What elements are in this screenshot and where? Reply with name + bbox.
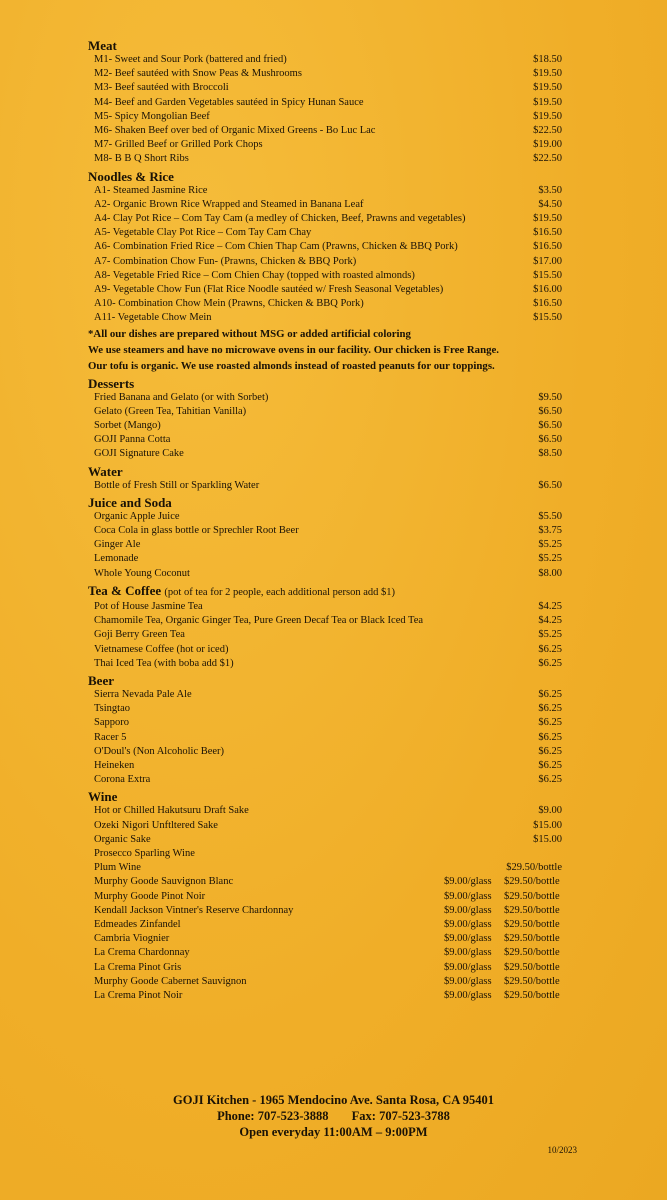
menu-item-name: A10- Combination Chow Mein (Prawns, Chicken & BBQ Pork): [94, 298, 364, 310]
section-title-noodles: Noodles & Rice: [88, 168, 174, 184]
section-juice: [88, 510, 566, 581]
menu-item-price: $5.25: [538, 553, 562, 565]
menu-item-price: $4.25: [538, 615, 562, 627]
menu-item-price: $6.25: [538, 759, 562, 771]
wine-item: [88, 918, 566, 932]
menu-item: [88, 124, 566, 138]
menu-item: [88, 716, 566, 730]
menu-item: [88, 510, 566, 524]
menu-item: [88, 567, 566, 581]
wine-item-name: Murphy Goode Pinot Noir: [94, 890, 206, 902]
menu-item-name: M7- Grilled Beef or Grilled Pork Chops: [94, 139, 263, 151]
wine-item-glass-price: $9.00/glass: [444, 989, 492, 1001]
menu-item: [88, 184, 566, 198]
footer: [0, 1092, 667, 1140]
menu-item: [88, 447, 566, 461]
menu-item: [88, 600, 566, 614]
section-noodles: [88, 184, 566, 326]
menu-item-name: O'Doul's (Non Alcoholic Beer): [94, 745, 225, 757]
menu-item-price: $3.75: [538, 525, 562, 537]
menu-item-price: $16.00: [533, 284, 562, 296]
menu-item-name: Thai Iced Tea (with boba add $1): [94, 657, 234, 669]
menu-item-price: $15.00: [533, 819, 562, 831]
menu-item-name: Sapporo: [94, 717, 129, 729]
menu-item-price: $29.50/bottle: [506, 862, 562, 874]
menu-item: [88, 702, 566, 716]
menu-item-name: Lemonade: [94, 553, 139, 565]
menu-item-name: Organic Sake: [94, 833, 151, 845]
menu-item-price: $17.00: [533, 255, 562, 267]
menu-item-price: $15.50: [533, 312, 562, 324]
section-title-wine: Wine: [88, 789, 118, 805]
wine-item: [88, 875, 566, 889]
menu-item-name: Bottle of Fresh Still or Sparkling Water: [94, 479, 260, 491]
menu-item-name: A8- Vegetable Fried Rice – Com Chien Chay (topped with roasted almonds): [94, 269, 415, 281]
menu-item-price: $22.50: [533, 153, 562, 165]
wine-item-glass-price: $9.00/glass: [444, 933, 492, 945]
menu-item: [88, 847, 566, 861]
menu-item-name: A1- Steamed Jasmine Rice: [94, 184, 208, 196]
menu-item: [88, 688, 566, 702]
section-tea: [88, 600, 566, 671]
menu-item: [88, 759, 566, 773]
menu-item-price: $19.50: [533, 213, 562, 225]
section-desserts: [88, 391, 566, 462]
wine-item-bottle-price: $29.50/bottle: [504, 989, 560, 1001]
menu-item-price: $19.50: [533, 96, 562, 108]
wine-item-name: La Crema Pinot Noir: [94, 989, 183, 1001]
wine-item-name: Murphy Goode Cabernet Sauvignon: [94, 975, 247, 987]
menu-item-price: $8.00: [538, 567, 562, 579]
footer-hours: Open everyday 11:00AM – 9:00PM: [239, 1125, 428, 1139]
wine-item: [88, 946, 566, 960]
menu-item-price: $6.50: [538, 420, 562, 432]
menu-item-name: A4- Clay Pot Rice – Com Tay Cam (a medley of Chicken, Beef, Prawns and vegetables): [94, 213, 466, 225]
menu-item-price: $6.50: [538, 434, 562, 446]
wine-item-glass-price: $9.00/glass: [444, 947, 492, 959]
section-wine-glass: [88, 875, 566, 1003]
menu-item: [88, 110, 566, 124]
menu-item-name: M6- Shaken Beef over bed of Organic Mixed Greens - Bo Luc Lac: [94, 125, 376, 137]
menu-item-price: $5.25: [538, 629, 562, 641]
footer-phone: Phone: 707-523-3888: [217, 1109, 329, 1123]
menu-item: [88, 226, 566, 240]
footer-phones: [0, 1108, 667, 1124]
menu-item-price: $5.25: [538, 539, 562, 551]
menu-item-name: A2- Organic Brown Rice Wrapped and Steamed in Banana Leaf: [94, 198, 364, 210]
menu-item-price: $6.25: [538, 717, 562, 729]
menu-item: [88, 833, 566, 847]
menu-item-price: $19.50: [533, 110, 562, 122]
menu-item-name: Sierra Nevada Pale Ale: [94, 688, 192, 700]
wine-item-glass-price: $9.00/glass: [444, 904, 492, 916]
menu-item-price: $16.50: [533, 298, 562, 310]
menu-item: [88, 643, 566, 657]
wine-item-bottle-price: $29.50/bottle: [504, 961, 560, 973]
section-wine: [88, 804, 566, 875]
menu-item-name: Plum Wine: [94, 862, 141, 874]
wine-item: [88, 989, 566, 1003]
menu-item: [88, 138, 566, 152]
menu-item: [88, 628, 566, 642]
menu-item: [88, 283, 566, 297]
menu-item-price: $3.50: [538, 184, 562, 196]
menu-item-price: $6.25: [538, 643, 562, 655]
menu-item-name: M8- B B Q Short Ribs: [94, 153, 189, 165]
menu-item: [88, 861, 566, 875]
menu-item-name: M3- Beef sautéed with Broccoli: [94, 82, 229, 94]
wine-item: [88, 975, 566, 989]
wine-item-name: Edmeades Zinfandel: [94, 918, 181, 930]
wine-item-name: Cambria Viognier: [94, 933, 170, 945]
menu-item: [88, 311, 566, 325]
menu-item-name: Sorbet (Mango): [94, 420, 161, 432]
menu-item-name: Gelato (Green Tea, Tahitian Vanilla): [94, 405, 247, 417]
menu-item-name: Corona Extra: [94, 774, 151, 786]
section-title-desserts: Desserts: [88, 375, 135, 391]
wine-item-bottle-price: $29.50/bottle: [504, 890, 560, 902]
menu-item-price: $16.50: [533, 241, 562, 253]
menu-item: [88, 819, 566, 833]
menu-item-price: $4.50: [538, 198, 562, 210]
section-meat: [88, 53, 566, 167]
menu-item: [88, 81, 566, 95]
wine-item: [88, 961, 566, 975]
section-title-beer: Beer: [88, 672, 114, 688]
menu-item-price: $15.00: [533, 833, 562, 845]
menu-item: [88, 240, 566, 254]
menu-item-name: A7- Combination Chow Fun- (Prawns, Chicken & BBQ Pork): [94, 255, 357, 267]
menu-item-name: A5- Vegetable Clay Pot Rice – Com Tay Cam Chay: [94, 227, 312, 239]
wine-item: [88, 890, 566, 904]
menu-item-name: Whole Young Coconut: [94, 567, 190, 579]
menu-item-price: $6.50: [538, 479, 562, 491]
menu-item-name: Chamomile Tea, Organic Ginger Tea, Pure Green Decaf Tea or Black Iced Tea: [94, 615, 424, 627]
menu-item-price: $19.50: [533, 68, 562, 80]
wine-item-glass-price: $9.00/glass: [444, 975, 492, 987]
menu-item-price: $6.25: [538, 703, 562, 715]
menu-item-price: $22.50: [533, 125, 562, 137]
note-tofu: Our tofu is organic. We use roasted almonds instead of roasted peanuts for our toppings.: [88, 359, 495, 372]
menu-item-name: Pot of House Jasmine Tea: [94, 600, 203, 612]
menu-item-name: GOJI Signature Cake: [94, 448, 184, 460]
menu-item: [88, 391, 566, 405]
menu-item-name: Vietnamese Coffee (hot or iced): [94, 643, 229, 655]
menu-item: [88, 53, 566, 67]
wine-item: [88, 932, 566, 946]
section-title-water: Water: [88, 463, 123, 479]
menu-item-name: Goji Berry Green Tea: [94, 629, 185, 641]
menu-item-price: $6.25: [538, 688, 562, 700]
menu-item-price: $6.50: [538, 405, 562, 417]
menu-item-name: Tsingtao: [94, 703, 131, 715]
menu-item-price: $8.50: [538, 448, 562, 460]
menu-item-price: $16.50: [533, 227, 562, 239]
menu-item: [88, 212, 566, 226]
section-title-tea: [88, 583, 566, 600]
menu-content: [88, 36, 566, 1003]
menu-item-price: $6.25: [538, 774, 562, 786]
tea-title-label: Tea & Coffee: [88, 582, 162, 598]
note-msg: *All our dishes are prepared without MSG or added artificial coloring: [88, 327, 411, 340]
wine-item-glass-price: $9.00/glass: [444, 961, 492, 973]
section-title-juice: Juice and Soda: [88, 494, 172, 510]
menu-item-price: $5.50: [538, 510, 562, 522]
menu-item: [88, 731, 566, 745]
wine-item-name: Murphy Goode Sauvignon Blanc: [94, 876, 234, 888]
footer-fax: Fax: 707-523-3788: [351, 1109, 450, 1123]
menu-item: [88, 745, 566, 759]
menu-item: [88, 269, 566, 283]
menu-item-name: Ginger Ale: [94, 539, 141, 551]
section-beer: [88, 688, 566, 787]
wine-item-glass-price: $9.00/glass: [444, 876, 492, 888]
menu-date: 10/2023: [547, 1145, 577, 1155]
menu-item-name: Prosecco Sparling Wine: [94, 847, 195, 859]
menu-item-name: A9- Vegetable Chow Fun (Flat Rice Noodle sautéed w/ Fresh Seasonal Vegetables): [94, 284, 444, 296]
section-title-meat: Meat: [88, 38, 117, 53]
menu-item-name: Organic Apple Juice: [94, 510, 180, 522]
wine-item-bottle-price: $29.50/bottle: [504, 975, 560, 987]
menu-item-name: M1- Sweet and Sour Pork (battered and fried): [94, 54, 287, 65]
menu-item: [88, 614, 566, 628]
menu-item: [88, 433, 566, 447]
wine-item-bottle-price: $29.50/bottle: [504, 933, 560, 945]
menu-item-price: $19.00: [533, 139, 562, 151]
menu-item-name: Hot or Chilled Hakutsuru Draft Sake: [94, 805, 249, 817]
menu-item: [88, 198, 566, 212]
menu-item-price: $4.25: [538, 600, 562, 612]
menu-item-price: $9.00: [538, 805, 562, 817]
menu-item: [88, 255, 566, 269]
menu-item: [88, 297, 566, 311]
wine-item-bottle-price: $29.50/bottle: [504, 876, 560, 888]
menu-item: [88, 405, 566, 419]
menu-item-name: M2- Beef sautéed with Snow Peas & Mushrooms: [94, 68, 302, 80]
wine-item-name: Kendall Jackson Vintner's Reserve Chardonnay: [94, 904, 294, 916]
menu-item-name: GOJI Panna Cotta: [94, 434, 171, 446]
menu-item-name: Heineken: [94, 759, 135, 771]
menu-item-price: $6.25: [538, 731, 562, 743]
menu-item-price: $15.50: [533, 269, 562, 281]
wine-item-bottle-price: $29.50/bottle: [504, 904, 560, 916]
menu-item-price: $6.25: [538, 657, 562, 669]
menu-item: [88, 479, 566, 493]
wine-item-name: La Crema Chardonnay: [94, 947, 190, 959]
menu-item-price: $19.50: [533, 82, 562, 94]
menu-item: [88, 657, 566, 671]
menu-item-price: $6.25: [538, 745, 562, 757]
tea-subtitle: (pot of tea for 2 people, each additional person add $1): [164, 586, 396, 598]
menu-item-price: $9.50: [538, 391, 562, 403]
footer-address: GOJI Kitchen - 1965 Mendocino Ave. Santa Rosa, CA 95401: [173, 1093, 494, 1107]
menu-item-name: Fried Banana and Gelato (or with Sorbet): [94, 391, 269, 403]
menu-item: [88, 96, 566, 110]
menu-item-name: M5- Spicy Mongolian Beef: [94, 110, 210, 122]
section-water: [88, 479, 566, 493]
wine-item: [88, 904, 566, 918]
wine-item-glass-price: $9.00/glass: [444, 890, 492, 902]
menu-item-name: M4- Beef and Garden Vegetables sautéed in Spicy Hunan Sauce: [94, 96, 364, 108]
menu-item-name: Racer 5: [94, 731, 127, 743]
menu-item: [88, 552, 566, 566]
note-steamers: We use steamers and have no microwave ovens in our facility. Our chicken is Free Range.: [88, 343, 499, 356]
wine-item-glass-price: $9.00/glass: [444, 918, 492, 930]
menu-item: [88, 524, 566, 538]
menu-item-name: Coca Cola in glass bottle or Sprechler Root Beer: [94, 525, 299, 537]
menu-item-price: $18.50: [533, 54, 562, 65]
menu-item-name: Ozeki Nigori Unftltered Sake: [94, 819, 218, 831]
menu-item: [88, 538, 566, 552]
menu-item: [88, 67, 566, 81]
menu-item-price: [562, 847, 566, 861]
menu-item: [88, 804, 566, 818]
menu-item: [88, 152, 566, 166]
wine-item-name: La Crema Pinot Gris: [94, 961, 182, 973]
wine-item-bottle-price: $29.50/bottle: [504, 918, 560, 930]
menu-item-name: A11- Vegetable Chow Mein: [94, 312, 212, 324]
menu-item: [88, 773, 566, 787]
menu-item: [88, 419, 566, 433]
menu-item-name: A6- Combination Fried Rice – Com Chien Thap Cam (Prawns, Chicken & BBQ Pork): [94, 241, 458, 253]
wine-item-bottle-price: $29.50/bottle: [504, 947, 560, 959]
